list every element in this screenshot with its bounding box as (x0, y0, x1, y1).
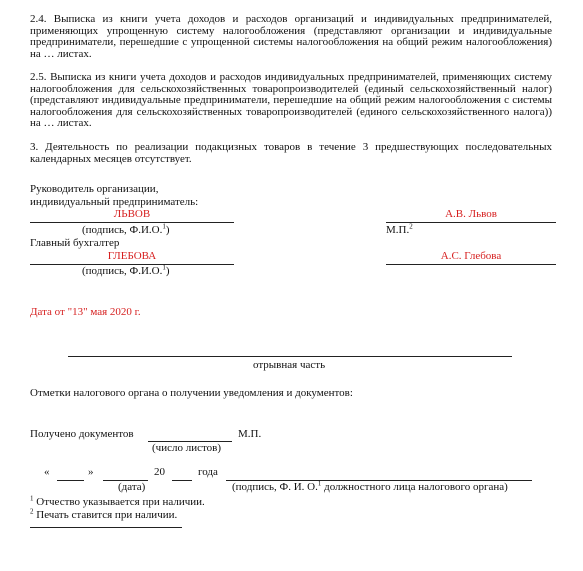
head-signature-line (30, 222, 234, 223)
tear-off-label: отрывная часть (253, 359, 326, 371)
head-signature: ЛЬВОВ (113, 208, 151, 220)
stamp-label: М.П.$^2$ (386, 222, 413, 236)
quote-open: « (44, 466, 50, 478)
document-date: Дата от "13" мая 2020 г. (30, 306, 141, 318)
accountant-label: Главный бухгалтер (30, 237, 120, 249)
official-caption: (подпись, Ф. И. О.$^1$ должностного лица налогового органа) (232, 479, 508, 493)
head-label-line-1: Руководитель организации, (30, 183, 159, 195)
paragraph-2-4: 2.4. Выписка из книги учета доходов и расходов организаций и индивидуальных предпринимателей, применяющих упрощенную систему налогообложения (представляют организации и индивидуальные предприниматели, перешедшие с упрощенной системы налогообложения на общий режим налогообложения) на … листах. (30, 13, 552, 60)
accountant-sign-caption: (подпись, Ф.И.О.$^1$) (82, 263, 170, 277)
head-label-line-2: индивидуальный предприниматель: (30, 196, 199, 208)
head-sign-caption: (подпись, Ф.И.О.$^1$) (82, 222, 170, 236)
year-line (172, 480, 192, 481)
accountant-name: А.С. Глебова (440, 250, 502, 262)
head-name: А.В. Львов (445, 208, 497, 220)
sheets-caption: (число листов) (152, 442, 221, 454)
date-caption: (дата) (118, 481, 146, 493)
footnote-1: $^1$ Отчество указывается при наличии. (30, 494, 205, 508)
day-line (57, 480, 84, 481)
tax-office-heading: Отметки налогового органа о получении уведомления и документов: (30, 387, 353, 399)
quote-close: » (88, 466, 94, 478)
tear-off-line (68, 356, 512, 357)
accountant-signature: ГЛЕБОВА (107, 250, 157, 262)
paragraph-2-5: 2.5. Выписка из книги учета доходов и расходов индивидуальных предпринимателей, применяющих систему налогообложения для сельскохозяйственных товаропроизводителей (единый сельскохозяйственный налог) (представляют индивидуальные предприниматели, перешедшие на общий режим налогообложения с системы налогообложения для сельскохозяйственных товаропроизводителей (единого сельскохозяйственного налога)) на … листах. (30, 71, 552, 130)
year-prefix: 20 (154, 466, 165, 478)
tax-stamp-label: М.П. (238, 428, 262, 440)
year-suffix: года (198, 466, 218, 478)
received-label: Получено документов (30, 428, 134, 440)
footnote-rule (30, 527, 182, 528)
paragraph-3: 3. Деятельность по реализации подакцизных товаров в течение 3 предшествующих последовательных календарных месяцев отсутствует. (30, 141, 552, 165)
accountant-name-line (386, 264, 556, 265)
footnote-2: $^2$ Печать ставится при наличии. (30, 507, 178, 521)
